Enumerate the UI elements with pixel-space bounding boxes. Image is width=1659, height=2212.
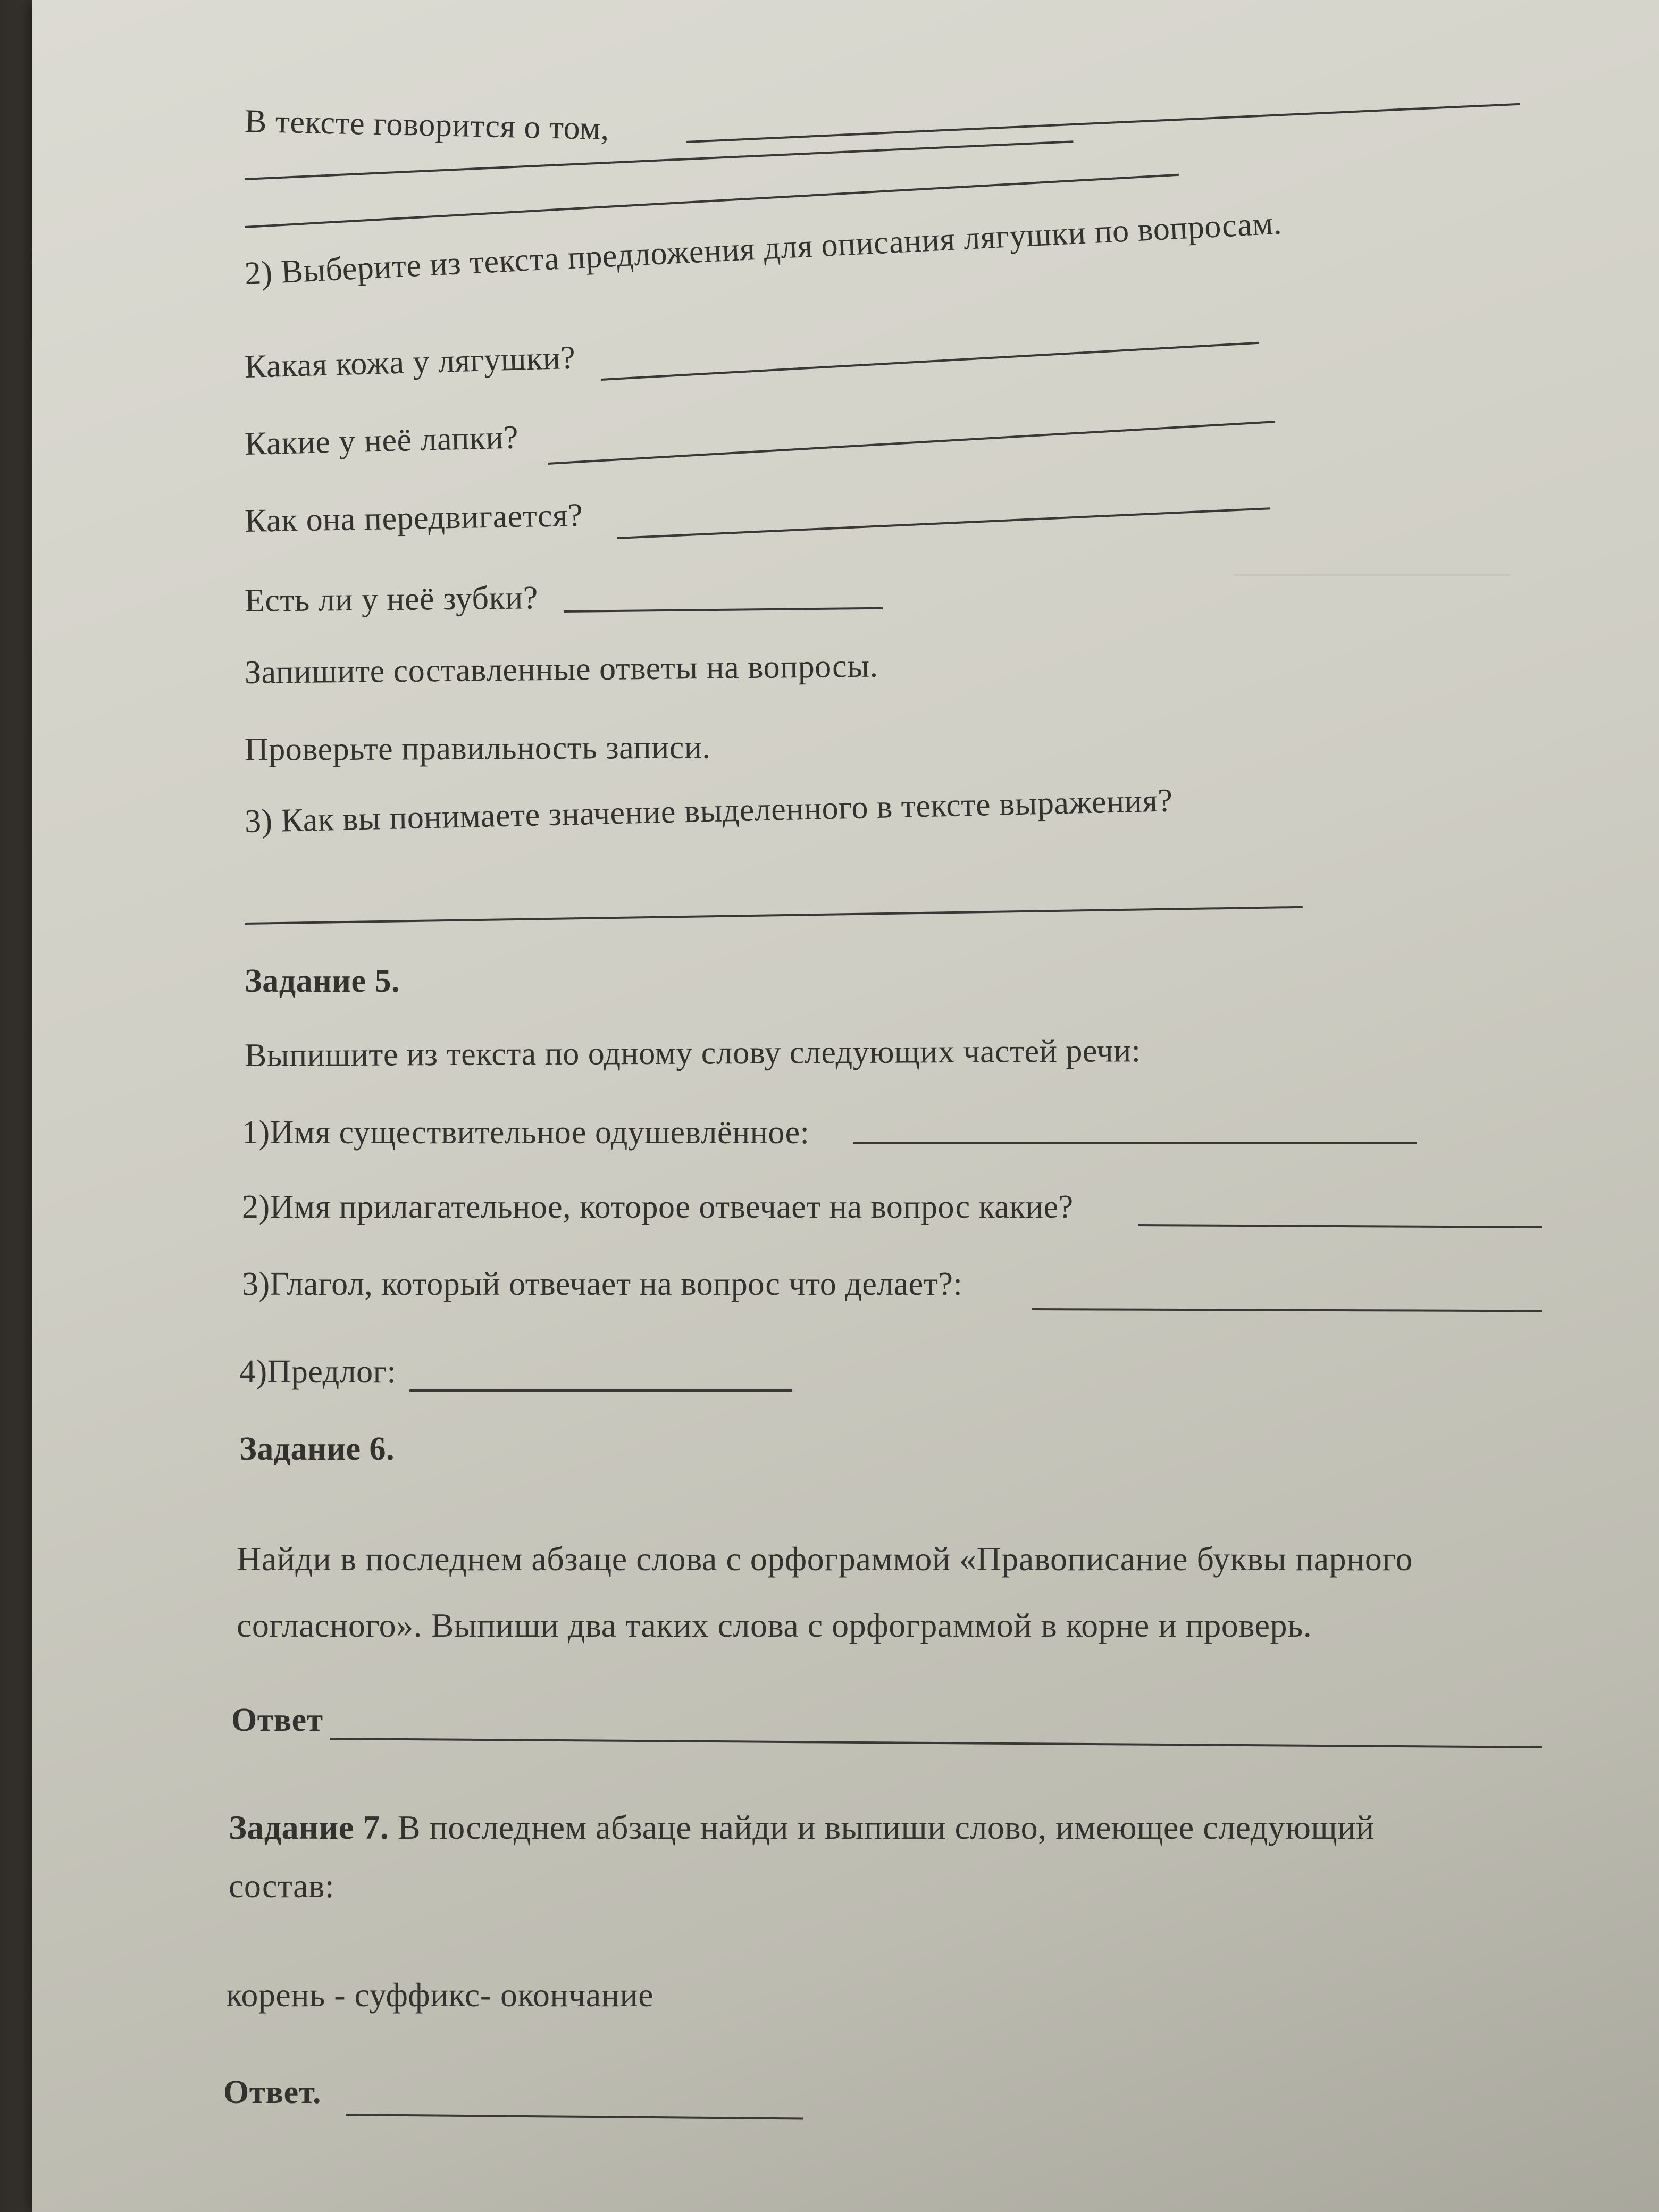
task-5-item-4: 4)Предлог: (239, 1354, 397, 1390)
question-2: 2) Выберите из текста предложения для описания лягушки по вопросам. (244, 205, 1283, 292)
task-5-item-1: 1)Имя существительное одушевлённое: (242, 1115, 810, 1151)
answer-line-5-4 (409, 1389, 792, 1392)
task-5-text: Выпишите из текста по одному слову следующих частей речи: (244, 1033, 1141, 1074)
question-skin: Какая кожа у лягушки? (244, 339, 576, 385)
answer-line-teeth (564, 607, 883, 613)
question-3: 3) Как вы понимаете значение выделенного в тексте выражения? (244, 782, 1174, 840)
task-7-answer-label: Ответ. (223, 2074, 321, 2110)
task-5-title: Задание 5. (245, 963, 400, 999)
task-5-item-3: 3)Глагол, который отвечает на вопрос что делает?: (242, 1266, 963, 1302)
intro-rule-1 (686, 103, 1520, 143)
instruction-check: Проверьте правильность записи. (244, 729, 711, 768)
show-through-1 (1234, 574, 1510, 597)
intro-rule-2 (245, 140, 1074, 180)
task-7-text-2: состав: (229, 1867, 335, 1905)
answer-line-7 (346, 2114, 803, 2120)
task-6-title: Задание 6. (239, 1431, 395, 1467)
answer-line-6 (330, 1738, 1542, 1748)
task-5-item-2: 2)Имя прилагательное, которое отвечает на вопрос какие? (242, 1189, 1074, 1225)
question-teeth: Есть ли у неё зубки? (244, 580, 539, 619)
answer-line-5-3 (1032, 1308, 1542, 1312)
question-paws: Какие у неё лапки? (244, 419, 519, 462)
intro-line: В тексте говорится о том, (244, 103, 610, 147)
task-6-answer-label: Ответ (231, 1702, 323, 1738)
question-move: Как она передвигается? (244, 497, 583, 539)
answer-line-5-2 (1138, 1224, 1542, 1228)
task-6-text-2: согласного». Выпиши два таких слова с орфограммой в корне и проверь. (237, 1606, 1312, 1644)
task-7-title: Задание 7. (229, 1808, 389, 1846)
answer-line-5-1 (853, 1142, 1417, 1144)
task-7-scheme: корень - суффикс- окончание (226, 1976, 654, 2014)
answer-line-paws (548, 421, 1275, 465)
task-6-text-1: Найди в последнем абзаце слова с орфограммой «Правописание буквы парного (237, 1540, 1413, 1578)
worksheet-page (32, 0, 1659, 2212)
answer-line-q3 (245, 906, 1303, 925)
task-7-text-1: Задание 7. В последнем абзаце найди и выпиши слово, имеющее следующий (229, 1808, 1375, 1846)
answer-line-move (617, 507, 1270, 539)
answer-line-skin (601, 342, 1259, 381)
instruction-write: Запишите составленные ответы на вопросы. (244, 648, 878, 691)
